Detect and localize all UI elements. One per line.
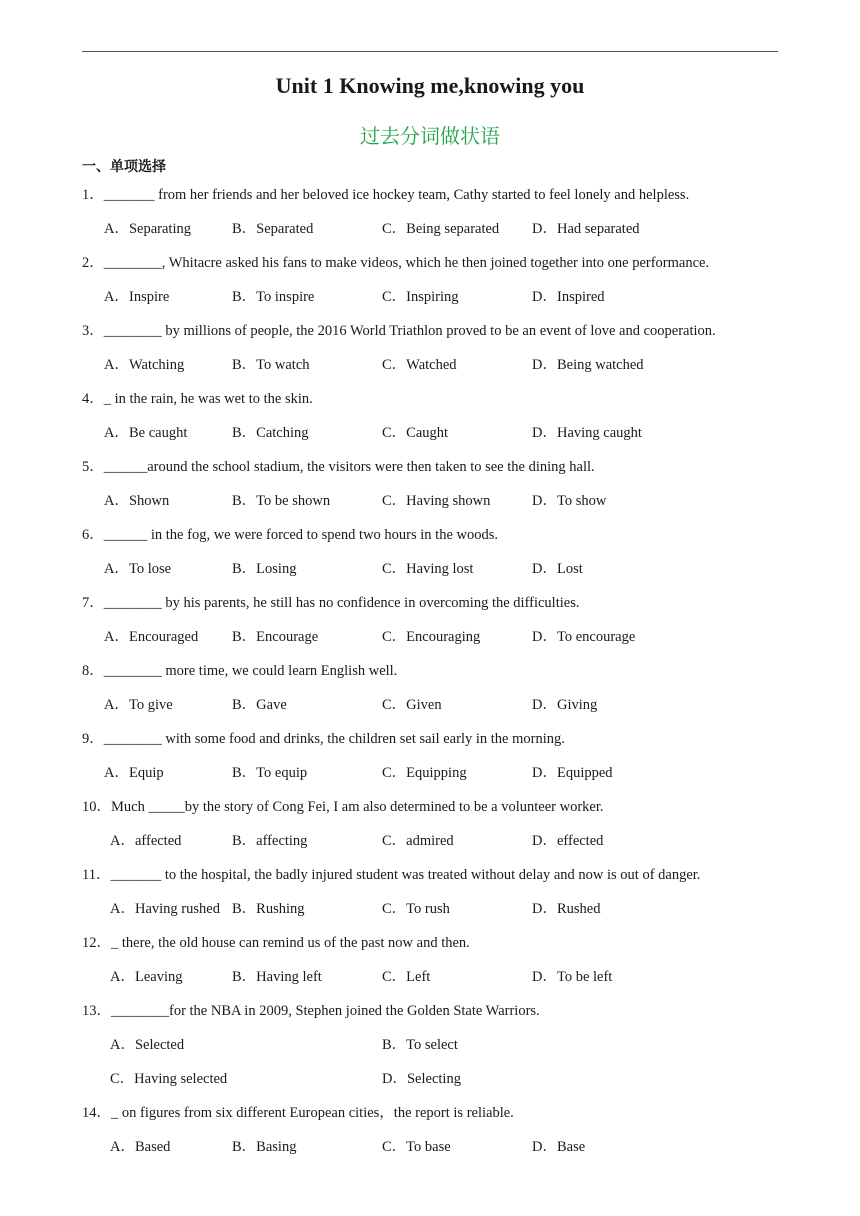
option-letter: C． bbox=[382, 289, 407, 305]
options-row bbox=[82, 352, 782, 386]
option-letter: A． bbox=[104, 629, 129, 645]
question-text: ________ with some food and drinks, the children set sail early in the morning. bbox=[103, 731, 565, 747]
question-text: _ in the rain, he was wet to the skin. bbox=[103, 391, 313, 407]
question-text: ______around the school stadium, the visitors were then taken to see the dining hall. bbox=[103, 459, 595, 475]
option-text: Equipping bbox=[406, 765, 467, 781]
option-letter: C． bbox=[382, 833, 407, 849]
option-d[interactable] bbox=[532, 352, 644, 378]
question-number: 2． bbox=[82, 255, 104, 271]
option-letter: A． bbox=[104, 289, 129, 305]
option-letter: B． bbox=[232, 357, 257, 373]
question-stem bbox=[82, 386, 782, 420]
option-letter: A． bbox=[104, 765, 129, 781]
option-text: Base bbox=[556, 1139, 586, 1155]
option-text: Losing bbox=[256, 561, 297, 577]
option-c[interactable] bbox=[382, 216, 499, 242]
option-letter: B． bbox=[232, 289, 257, 305]
option-text: Selecting bbox=[406, 1071, 461, 1087]
option-letter: D． bbox=[532, 833, 557, 849]
option-c[interactable] bbox=[382, 896, 450, 922]
option-d[interactable] bbox=[532, 828, 603, 854]
option-text: Leaving bbox=[134, 969, 183, 985]
option-a[interactable] bbox=[104, 420, 187, 446]
option-letter: C． bbox=[382, 1139, 407, 1155]
option-letter: D． bbox=[532, 425, 557, 441]
option-a[interactable] bbox=[104, 760, 164, 786]
option-b[interactable] bbox=[232, 284, 314, 310]
option-d[interactable] bbox=[532, 1134, 585, 1160]
option-d[interactable] bbox=[532, 624, 635, 650]
option-a[interactable] bbox=[110, 1134, 170, 1160]
option-c[interactable] bbox=[382, 964, 430, 990]
option-letter: B． bbox=[382, 1037, 407, 1053]
option-letter: D． bbox=[532, 901, 557, 917]
option-letter: A． bbox=[104, 697, 129, 713]
option-text: Given bbox=[406, 697, 442, 713]
option-text: To equip bbox=[256, 765, 308, 781]
option-c[interactable] bbox=[382, 556, 473, 582]
section-heading: 一、单项选择 bbox=[82, 159, 166, 175]
option-text: Being watched bbox=[556, 357, 644, 373]
question-number: 12． bbox=[82, 935, 111, 951]
option-text: Selected bbox=[134, 1037, 185, 1053]
options-row bbox=[82, 216, 782, 250]
option-text: Separated bbox=[256, 221, 314, 237]
option-letter: B． bbox=[232, 561, 257, 577]
option-letter: A． bbox=[104, 221, 129, 237]
option-text: Having selected bbox=[134, 1071, 228, 1087]
option-d[interactable] bbox=[532, 488, 606, 514]
question-number: 6． bbox=[82, 527, 104, 543]
option-letter: C． bbox=[382, 357, 407, 373]
option-text: Having rushed bbox=[134, 901, 220, 917]
question-text: ________for the NBA in 2009, Stephen joined the Golden State Warriors. bbox=[111, 1003, 540, 1019]
option-d[interactable] bbox=[532, 284, 605, 310]
question-number: 1． bbox=[82, 187, 104, 203]
question-text: _ on figures from six different European cities，the report is reliable. bbox=[111, 1105, 514, 1121]
option-b[interactable] bbox=[382, 1032, 458, 1058]
question-stem bbox=[82, 1100, 782, 1134]
option-a[interactable] bbox=[110, 896, 220, 922]
option-c[interactable] bbox=[382, 692, 442, 718]
question-stem bbox=[82, 454, 782, 488]
option-letter: C． bbox=[382, 561, 407, 577]
option-text: effected bbox=[556, 833, 604, 849]
option-a[interactable] bbox=[104, 352, 184, 378]
option-a[interactable] bbox=[104, 488, 169, 514]
option-letter: A． bbox=[110, 901, 135, 917]
option-c[interactable] bbox=[382, 1134, 451, 1160]
question-text: Much _____by the story of Cong Fei, I am also determined to be a volunteer worker. bbox=[111, 799, 604, 815]
question-stem bbox=[82, 658, 782, 692]
question-text: ________ by his parents, he still has no confidence in overcoming the difficulties. bbox=[103, 595, 580, 611]
option-a[interactable] bbox=[104, 692, 173, 718]
option-b[interactable] bbox=[232, 1134, 296, 1160]
option-a[interactable] bbox=[104, 284, 169, 310]
option-text: Inspire bbox=[128, 289, 170, 305]
option-b[interactable] bbox=[232, 692, 287, 718]
options-row bbox=[82, 1134, 782, 1168]
option-b[interactable] bbox=[232, 420, 309, 446]
option-letter: C． bbox=[382, 697, 407, 713]
option-letter: D． bbox=[382, 1071, 407, 1087]
option-b[interactable] bbox=[232, 352, 310, 378]
option-letter: B． bbox=[232, 221, 257, 237]
option-letter: D． bbox=[532, 561, 557, 577]
option-text: Equip bbox=[128, 765, 164, 781]
option-text: Encourage bbox=[256, 629, 319, 645]
option-b[interactable] bbox=[232, 828, 307, 854]
question-text: _______ from her friends and her beloved ice hockey team, Cathy started to feel lonely and helpless. bbox=[103, 187, 690, 203]
option-letter: A． bbox=[104, 493, 129, 509]
question-text: ________, Whitacre asked his fans to make videos, which he then joined together into one performance. bbox=[103, 255, 710, 271]
option-c[interactable] bbox=[382, 284, 459, 310]
option-text: Having shown bbox=[406, 493, 491, 509]
option-letter: B． bbox=[232, 901, 257, 917]
option-text: To encourage bbox=[556, 629, 636, 645]
option-text: Basing bbox=[256, 1139, 297, 1155]
option-letter: B． bbox=[232, 833, 257, 849]
option-d[interactable] bbox=[532, 692, 597, 718]
option-letter: B． bbox=[232, 425, 257, 441]
option-c[interactable] bbox=[382, 760, 467, 786]
question-number: 14． bbox=[82, 1105, 111, 1121]
question-list bbox=[82, 182, 782, 1168]
option-a[interactable] bbox=[104, 556, 171, 582]
option-letter: D． bbox=[532, 221, 557, 237]
question-stem bbox=[82, 862, 782, 896]
option-d[interactable] bbox=[532, 216, 640, 242]
option-letter: C． bbox=[382, 901, 407, 917]
question-number: 11． bbox=[82, 867, 111, 883]
option-text: To show bbox=[556, 493, 607, 509]
options-row bbox=[82, 624, 782, 658]
option-b[interactable] bbox=[232, 488, 330, 514]
options-row bbox=[82, 1066, 782, 1100]
question-text: _ there, the old house can remind us of the past now and then. bbox=[111, 935, 470, 951]
question-stem bbox=[82, 250, 782, 284]
option-b[interactable] bbox=[232, 624, 318, 650]
option-c[interactable] bbox=[382, 624, 480, 650]
option-text: admired bbox=[406, 833, 454, 849]
question-number: 8． bbox=[82, 663, 104, 679]
question-stem bbox=[82, 182, 782, 216]
option-b[interactable] bbox=[232, 896, 305, 922]
option-text: Separating bbox=[128, 221, 191, 237]
question-stem bbox=[82, 794, 782, 828]
option-letter: B． bbox=[232, 493, 257, 509]
option-letter: A． bbox=[110, 1037, 135, 1053]
option-letter: D． bbox=[532, 765, 557, 781]
options-row bbox=[82, 760, 782, 794]
option-letter: D． bbox=[532, 697, 557, 713]
option-letter: B． bbox=[232, 969, 257, 985]
option-b[interactable] bbox=[232, 216, 313, 242]
options-row bbox=[82, 964, 782, 998]
option-text: Rushing bbox=[256, 901, 305, 917]
option-text: Encouraged bbox=[128, 629, 199, 645]
option-c[interactable] bbox=[110, 1066, 227, 1092]
option-text: To base bbox=[406, 1139, 451, 1155]
option-text: Caught bbox=[406, 425, 449, 441]
question-stem bbox=[82, 590, 782, 624]
option-letter: C． bbox=[382, 629, 407, 645]
page-subtitle: 过去分词做状语 bbox=[360, 124, 500, 148]
options-row bbox=[82, 692, 782, 726]
option-text: Rushed bbox=[556, 901, 601, 917]
option-letter: D． bbox=[532, 493, 557, 509]
options-row bbox=[82, 1032, 782, 1066]
option-c[interactable] bbox=[382, 420, 448, 446]
question-number: 4． bbox=[82, 391, 104, 407]
question-number: 10． bbox=[82, 799, 111, 815]
option-d[interactable] bbox=[532, 964, 612, 990]
option-letter: C． bbox=[110, 1071, 135, 1087]
option-letter: B． bbox=[232, 1139, 257, 1155]
option-letter: B． bbox=[232, 697, 257, 713]
question-stem bbox=[82, 726, 782, 760]
option-text: To be shown bbox=[256, 493, 331, 509]
option-a[interactable] bbox=[110, 828, 181, 854]
option-text: To rush bbox=[406, 901, 450, 917]
options-row bbox=[82, 420, 782, 454]
question-stem bbox=[82, 522, 782, 556]
option-text: Shown bbox=[128, 493, 170, 509]
option-text: Having lost bbox=[406, 561, 474, 577]
option-c[interactable] bbox=[382, 352, 457, 378]
option-letter: C． bbox=[382, 493, 407, 509]
option-text: Had separated bbox=[556, 221, 640, 237]
option-text: Inspired bbox=[556, 289, 605, 305]
question-number: 5． bbox=[82, 459, 104, 475]
question-text: _______ to the hospital, the badly injured student was treated without delay and now is out of danger. bbox=[110, 867, 701, 883]
option-b[interactable] bbox=[232, 556, 296, 582]
option-b[interactable] bbox=[232, 964, 322, 990]
option-d[interactable] bbox=[382, 1066, 461, 1092]
page-title: Unit 1 Knowing me,knowing you bbox=[275, 73, 585, 98]
option-letter: C． bbox=[382, 765, 407, 781]
question-number: 3． bbox=[82, 323, 104, 339]
option-text: To select bbox=[406, 1037, 458, 1053]
question-text: ________ more time, we could learn English well. bbox=[103, 663, 398, 679]
option-letter: A． bbox=[110, 1139, 135, 1155]
question-text: ______ in the fog, we were forced to spend two hours in the woods. bbox=[103, 527, 498, 543]
option-text: affecting bbox=[256, 833, 308, 849]
option-d[interactable] bbox=[532, 760, 613, 786]
option-a[interactable] bbox=[110, 964, 183, 990]
option-letter: A． bbox=[104, 357, 129, 373]
option-text: Watched bbox=[406, 357, 457, 373]
question-stem bbox=[82, 998, 782, 1032]
options-row bbox=[82, 896, 782, 930]
option-text: Equipped bbox=[556, 765, 613, 781]
option-text: Encouraging bbox=[406, 629, 481, 645]
option-text: affected bbox=[134, 833, 182, 849]
option-letter: A． bbox=[104, 425, 129, 441]
option-text: To lose bbox=[128, 561, 172, 577]
option-letter: D． bbox=[532, 629, 557, 645]
option-text: Catching bbox=[256, 425, 309, 441]
option-c[interactable] bbox=[382, 488, 490, 514]
option-letter: D． bbox=[532, 1139, 557, 1155]
top-rule bbox=[82, 51, 778, 52]
options-row bbox=[82, 556, 782, 590]
options-row bbox=[82, 488, 782, 522]
option-text: Giving bbox=[556, 697, 598, 713]
question-stem bbox=[82, 318, 782, 352]
option-c[interactable] bbox=[382, 828, 454, 854]
option-a[interactable] bbox=[104, 216, 191, 242]
option-d[interactable] bbox=[532, 556, 583, 582]
option-letter: C． bbox=[382, 425, 407, 441]
option-text: Based bbox=[134, 1139, 171, 1155]
question-text: ________ by millions of people, the 2016 World Triathlon proved to be an event of love and cooperation. bbox=[103, 323, 716, 339]
option-text: Gave bbox=[256, 697, 287, 713]
option-text: To give bbox=[128, 697, 173, 713]
option-letter: D． bbox=[532, 969, 557, 985]
option-text: Inspiring bbox=[406, 289, 459, 305]
option-letter: A． bbox=[104, 561, 129, 577]
question-number: 9． bbox=[82, 731, 104, 747]
option-text: Lost bbox=[556, 561, 583, 577]
question-stem bbox=[82, 930, 782, 964]
option-text: To watch bbox=[256, 357, 310, 373]
option-letter: A． bbox=[110, 969, 135, 985]
question-number: 7． bbox=[82, 595, 104, 611]
option-text: Watching bbox=[128, 357, 185, 373]
option-letter: D． bbox=[532, 357, 557, 373]
option-d[interactable] bbox=[532, 420, 642, 446]
option-d[interactable] bbox=[532, 896, 600, 922]
options-row bbox=[82, 828, 782, 862]
option-text: Left bbox=[406, 969, 431, 985]
option-letter: C． bbox=[382, 221, 407, 237]
option-text: To inspire bbox=[256, 289, 315, 305]
option-a[interactable] bbox=[104, 624, 198, 650]
option-letter: B． bbox=[232, 765, 257, 781]
option-letter: A． bbox=[110, 833, 135, 849]
option-a[interactable] bbox=[110, 1032, 184, 1058]
options-row bbox=[82, 284, 782, 318]
option-letter: B． bbox=[232, 629, 257, 645]
option-text: Be caught bbox=[128, 425, 188, 441]
option-letter: D． bbox=[532, 289, 557, 305]
option-text: Having caught bbox=[556, 425, 642, 441]
option-letter: C． bbox=[382, 969, 407, 985]
option-text: To be left bbox=[556, 969, 613, 985]
option-text: Being separated bbox=[406, 221, 500, 237]
option-text: Having left bbox=[256, 969, 322, 985]
question-number: 13． bbox=[82, 1003, 111, 1019]
option-b[interactable] bbox=[232, 760, 307, 786]
